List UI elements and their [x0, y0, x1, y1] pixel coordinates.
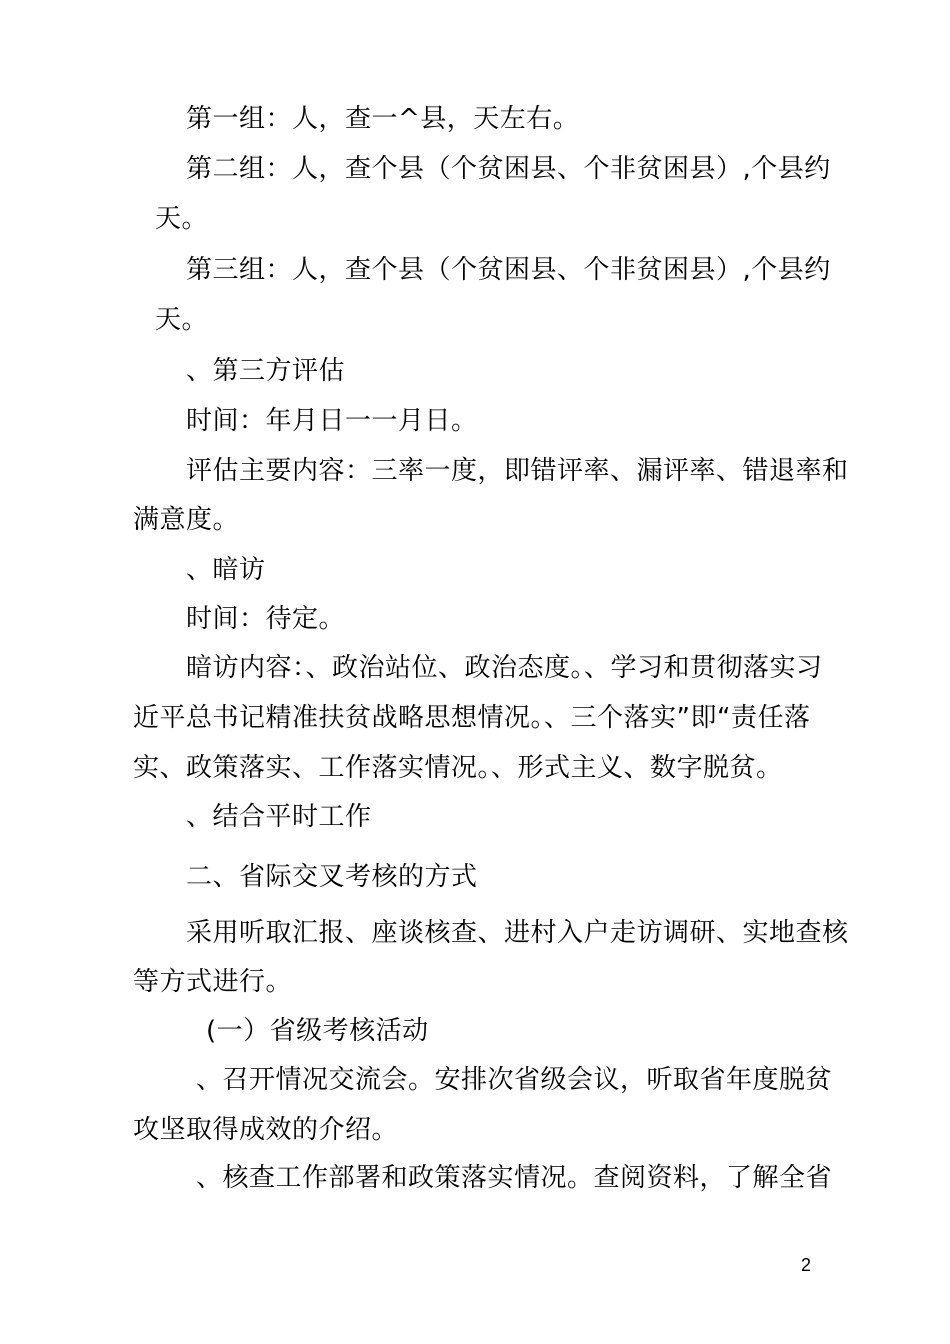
text-line-2: 第二组：人，查个县（个贫困县、个非贫困县）,个县约 — [186, 154, 831, 184]
text-line-9: 满意度。 — [133, 505, 240, 535]
section-heading-unannounced-visit: 、暗访 — [186, 555, 266, 585]
text-line-17: 采用听取汇报、座谈核查、进村入户走访调研、实地查核 — [186, 918, 849, 948]
text-line-20: 、召开情况交流会。安排次省级会议，听取省年度脱贫 — [196, 1065, 833, 1095]
text-line-1: 第一组：人，查一^县，天左右。 — [186, 104, 580, 134]
text-line-14: 实、政策落实、工作落实情况。、形式主义、数字脱贫。 — [133, 753, 783, 783]
text-line-13: 近平总书记精准扶贫战略思想情况。、三个落实”即“责任落 — [133, 703, 811, 733]
page-number: 2 — [801, 1255, 812, 1275]
text-line-21: 攻坚取得成效的介绍。 — [133, 1115, 399, 1145]
text-line-7: 时间：年月日一一月日。 — [186, 406, 478, 436]
text-line-12: 暗访内容：、政治站位、政治态度。、学习和贯彻落实习 — [186, 653, 823, 683]
text-line-8: 评估主要内容：三率一度，即错评率、漏评率、错退率和 — [186, 456, 849, 486]
text-line-11: 时间：待定。 — [186, 604, 346, 634]
text-line-4: 第三组：人，查个县（个贫困县、个非贫困县）,个县约 — [186, 255, 831, 285]
text-line-5: 天。 — [155, 305, 209, 335]
text-line-22: 、核查工作部署和政策落实情况。查阅资料，了解全省 — [196, 1163, 833, 1193]
section-heading-third-party: 、第三方评估 — [186, 356, 346, 386]
text-line-18: 等方式进行。 — [133, 967, 293, 997]
section-heading-regular-work: 、结合平时工作 — [186, 802, 372, 832]
subsection-heading-provincial: (一）省级考核活动 — [206, 1016, 429, 1046]
text-line-3: 天。 — [155, 204, 209, 234]
section-heading-methods: 二、省际交叉考核的方式 — [186, 862, 478, 892]
